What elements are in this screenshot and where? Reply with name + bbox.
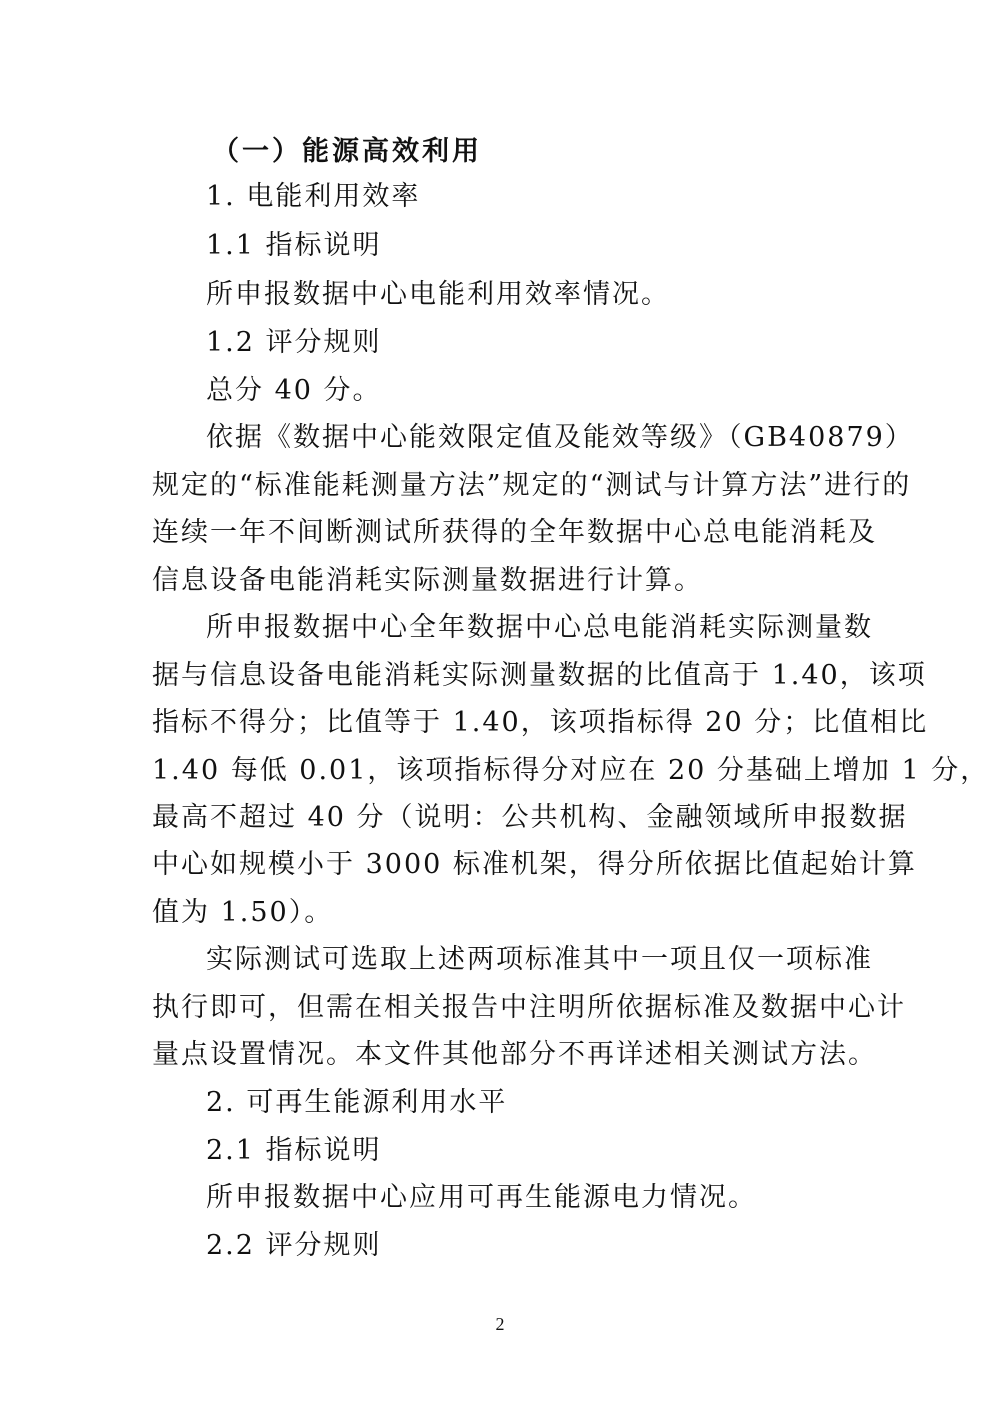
paragraph3-line: 执行即可，但需在相关报告中注明所依据标准及数据中心计 <box>152 992 906 1023</box>
paragraph1-line: 连续一年不间断测试所获得的全年数据中心总电能消耗及 <box>152 517 877 548</box>
paragraph2-line: 值为 1.50）。 <box>152 897 334 928</box>
paragraph2-line: 据与信息设备电能消耗实际测量数据的比值高于 1.40，该项 <box>152 660 927 691</box>
paragraph1-line: 依据《数据中心能效限定值及能效等级》（GB40879） <box>206 422 914 453</box>
item1-sub1-text: 所申报数据中心电能利用效率情况。 <box>206 279 670 310</box>
paragraph2-line: 中心如规模小于 3000 标准机架，得分所依据比值起始计算 <box>152 849 917 880</box>
item2-sub1-text: 所申报数据中心应用可再生能源电力情况。 <box>206 1182 757 1213</box>
item1-total-score: 总分 40 分。 <box>206 375 382 406</box>
paragraph2-line: 最高不超过 40 分（说明：公共机构、金融领域所申报数据 <box>152 802 908 833</box>
paragraph1-line: 信息设备电能消耗实际测量数据进行计算。 <box>152 565 703 596</box>
item1-title: 1. 电能利用效率 <box>206 181 421 212</box>
item1-sub2-title: 1.2 评分规则 <box>206 327 382 358</box>
item2-sub2-title: 2.2 评分规则 <box>206 1230 382 1261</box>
page-number: 2 <box>495 1314 505 1334</box>
paragraph1-line: 规定的“标准能耗测量方法”规定的“测试与计算方法”进行的 <box>152 470 912 501</box>
section-heading: （一）能源高效利用 <box>212 136 482 167</box>
item2-sub1-title: 2.1 指标说明 <box>206 1135 382 1166</box>
item1-sub1-title: 1.1 指标说明 <box>206 230 382 261</box>
paragraph3-line: 实际测试可选取上述两项标准其中一项且仅一项标准 <box>206 944 873 975</box>
paragraph2-line: 所申报数据中心全年数据中心总电能消耗实际测量数 <box>206 612 873 643</box>
paragraph2-line: 1.40 每低 0.01，该项指标得分对应在 20 分基础上增加 1 分， <box>152 755 990 786</box>
paragraph3-line: 量点设置情况。本文件其他部分不再详述相关测试方法。 <box>152 1039 877 1070</box>
paragraph2-line: 指标不得分；比值等于 1.40，该项指标得 20 分；比值相比 <box>152 707 929 738</box>
item2-title: 2. 可再生能源利用水平 <box>206 1087 508 1118</box>
